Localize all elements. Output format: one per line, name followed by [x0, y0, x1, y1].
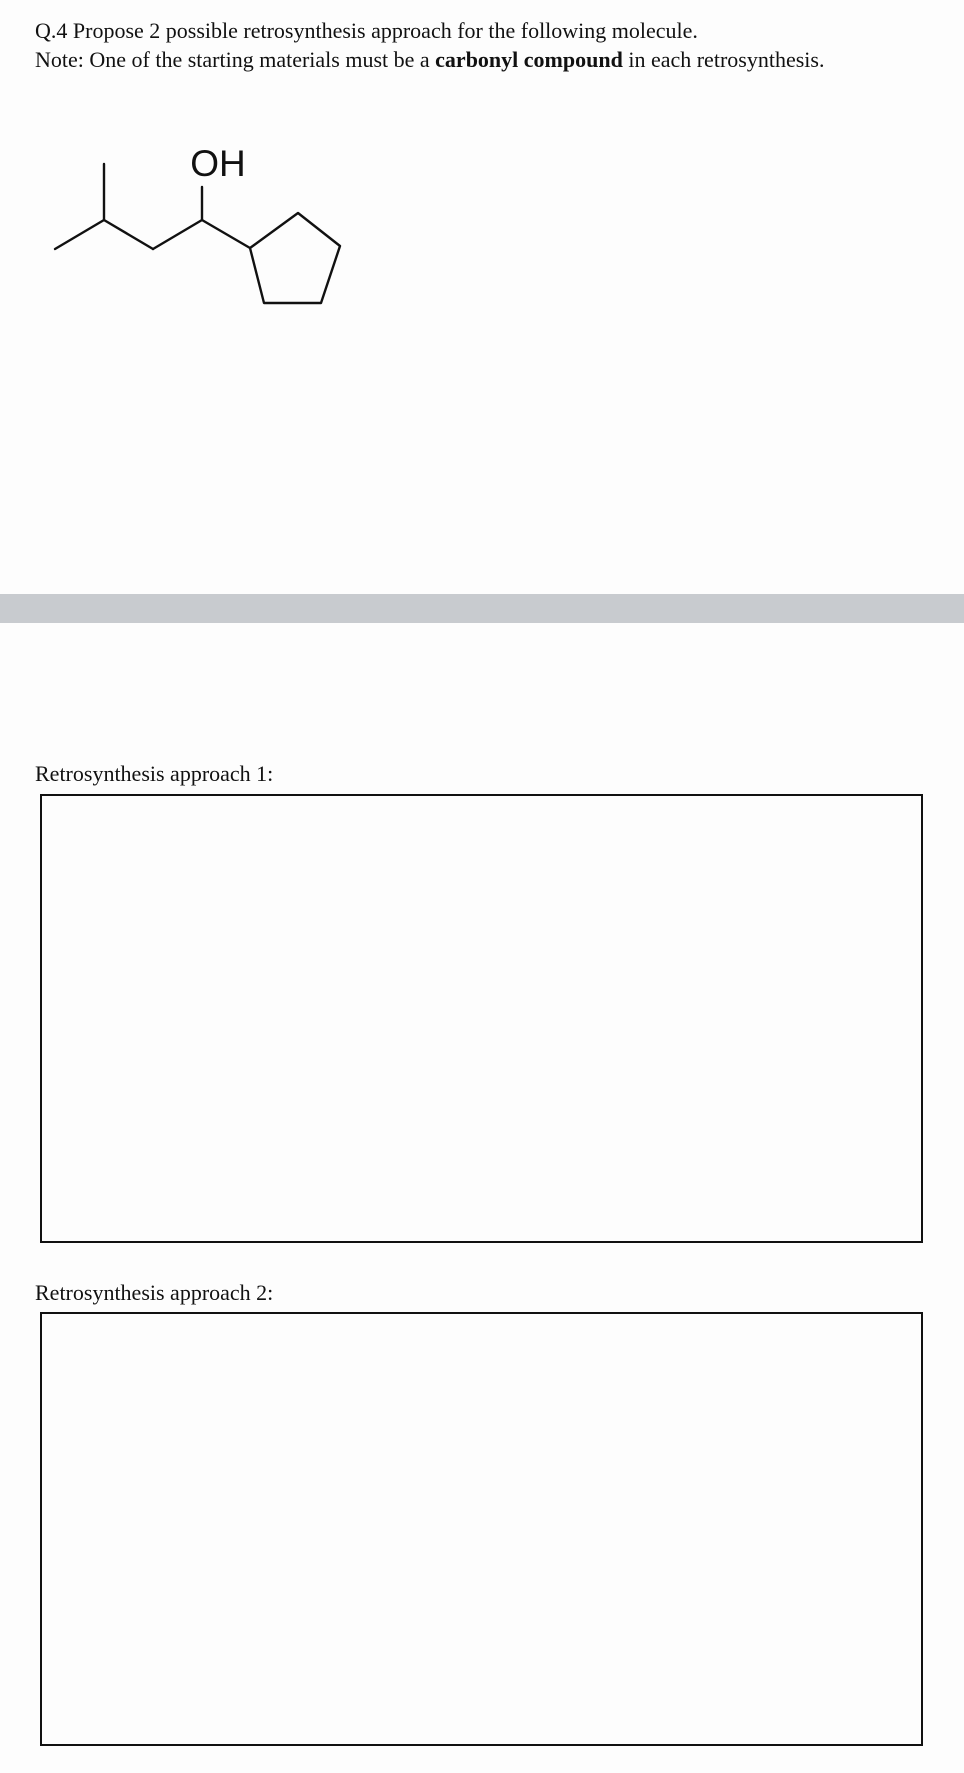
question-note [35, 45, 935, 74]
note-suffix: in each retrosynthesis. [622, 47, 825, 72]
approach-2-answer-box[interactable] [40, 1312, 923, 1746]
approach-2-label: Retrosynthesis approach 2: [35, 1280, 274, 1305]
cyclopentane-ring [250, 213, 340, 303]
approach-1-answer-box[interactable] [40, 794, 923, 1243]
approach-1-label: Retrosynthesis approach 1: [35, 761, 274, 786]
chain-bond-1 [104, 220, 153, 249]
hydroxyl-label: OH [190, 143, 246, 184]
note-bold: carbonyl compound [435, 47, 623, 72]
note-prefix: Note: One of the starting materials must be a [35, 47, 436, 72]
ring-link-bond [202, 220, 250, 248]
methyl-bond-left [55, 220, 104, 249]
molecule-structure [40, 130, 360, 310]
question-line: Q.4 Propose 2 possible retrosynthesis approach for the following molecule. [35, 18, 698, 43]
chain-bond-2 [153, 220, 202, 249]
question-text [35, 16, 935, 74]
section-divider [0, 594, 964, 623]
